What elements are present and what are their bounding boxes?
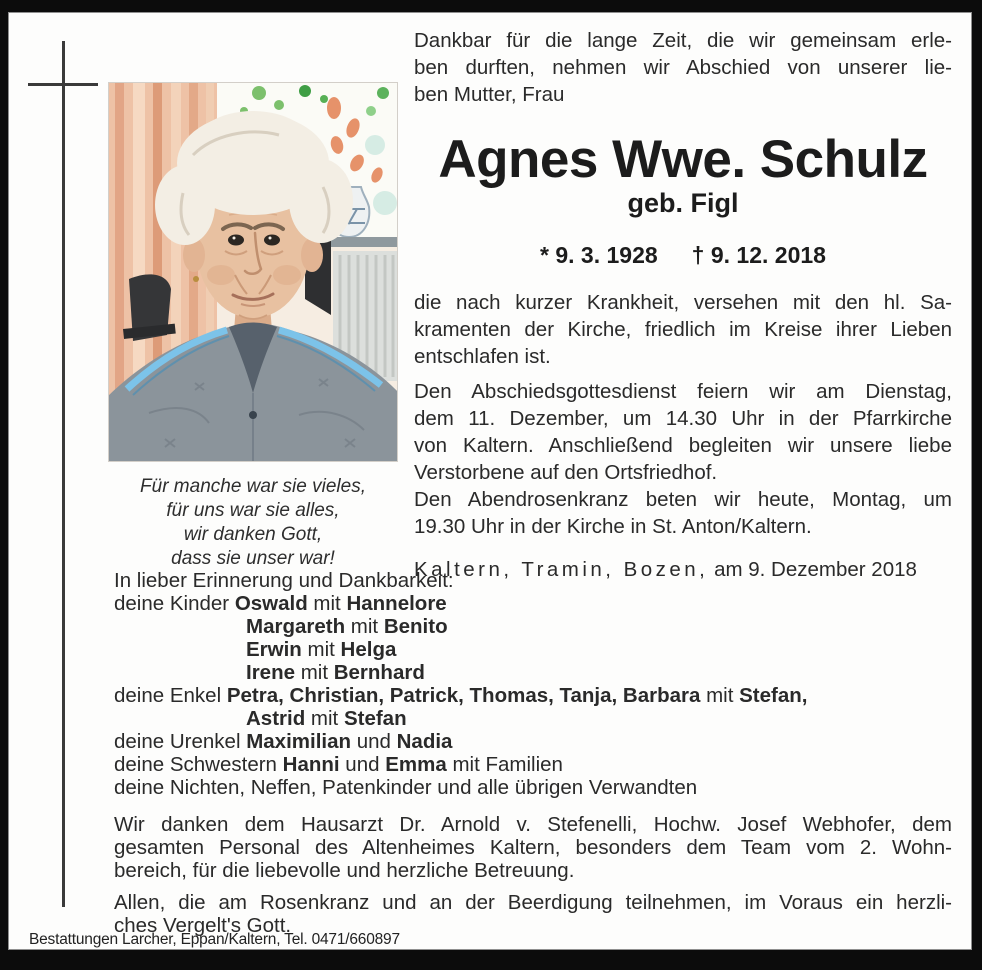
cross-icon (62, 41, 65, 907)
dateline-places: Kaltern, Tramin, Bozen, (414, 558, 709, 581)
photo-caption: Für manche war sie vieles, für uns war sie alles, wir danken Gott, dass sie unser war! (140, 476, 366, 569)
thanks-paragraph: Wir danken dem Hausarzt Dr. Arnold v. Stefenelli, Hochw. Josef Webhofer, dem gesamten Personal des Altenheimes Kaltern, besonders dem Team vom 2. Wohn- bereich, für die liebevolle und herzliche Betreuung. (114, 813, 952, 882)
obituary-page (8, 12, 972, 950)
portrait-photo-illustration (109, 83, 397, 461)
deceased-name: Agnes Wwe. Schulz (438, 130, 928, 189)
death-paragraph: die nach kurzer Krankheit, versehen mit den hl. Sa- kramenten der Kirche, friedlich im Kreise ihrer Lieben entschlafen ist. (414, 291, 952, 368)
life-dates (414, 242, 952, 269)
service-paragraph: Den Abschiedsgottesdienst feiern wir am Dienstag, dem 11. Dezember, um 14.30 Uhr in der Pfarrkirche von Kaltern. Anschließend begleiten wir unsere liebe Verstorbene auf den Ortsfriedhof. Den Abendrosenkranz beten wir heute, Montag, um 19.30 Uhr in der Kirche in St. Anton/Kaltern. (414, 380, 952, 538)
announcement-column (414, 27, 952, 583)
cross-icon (28, 83, 98, 86)
closing-paragraph: Allen, die am Rosenkranz und an der Beerdigung teilnehmen, im Voraus ein herzli- ches Vergelt's Gott. (114, 891, 952, 937)
maiden-name: geb. Figl (627, 188, 739, 218)
portrait-photo (109, 83, 397, 461)
intro-paragraph: Dankbar für die lange Zeit, die wir gemeinsam erle- ben durften, nehmen wir Abschied von unserer lie- ben Mutter, Frau (414, 29, 952, 106)
mourners-list: In lieber Erinnerung und Dankbarkeit: deine Kinder Oswald mit Hannelore Margareth mit Benito Erwin mit Helga Irene mit Bernhard deine Enkel Petra, Christian, Patrick, Thomas, Tanja, Barbara mit Stefan, Astrid mit Stefan deine Urenkel Maximilian und Nadia deine Schwestern Hanni und Emma mit Familien deine Nichten, Neffen, Patenkinder und alle übrigen Verwandten (114, 569, 808, 799)
dateline-date: am 9. Dezember 2018 (708, 558, 917, 581)
birth-date: * 9. 3. 1928 (540, 242, 658, 268)
funeral-home-credit: Bestattungen Larcher, Eppan/Kaltern, Tel. 0471/660897 (29, 931, 400, 948)
death-date: † 9. 12. 2018 (691, 242, 826, 268)
